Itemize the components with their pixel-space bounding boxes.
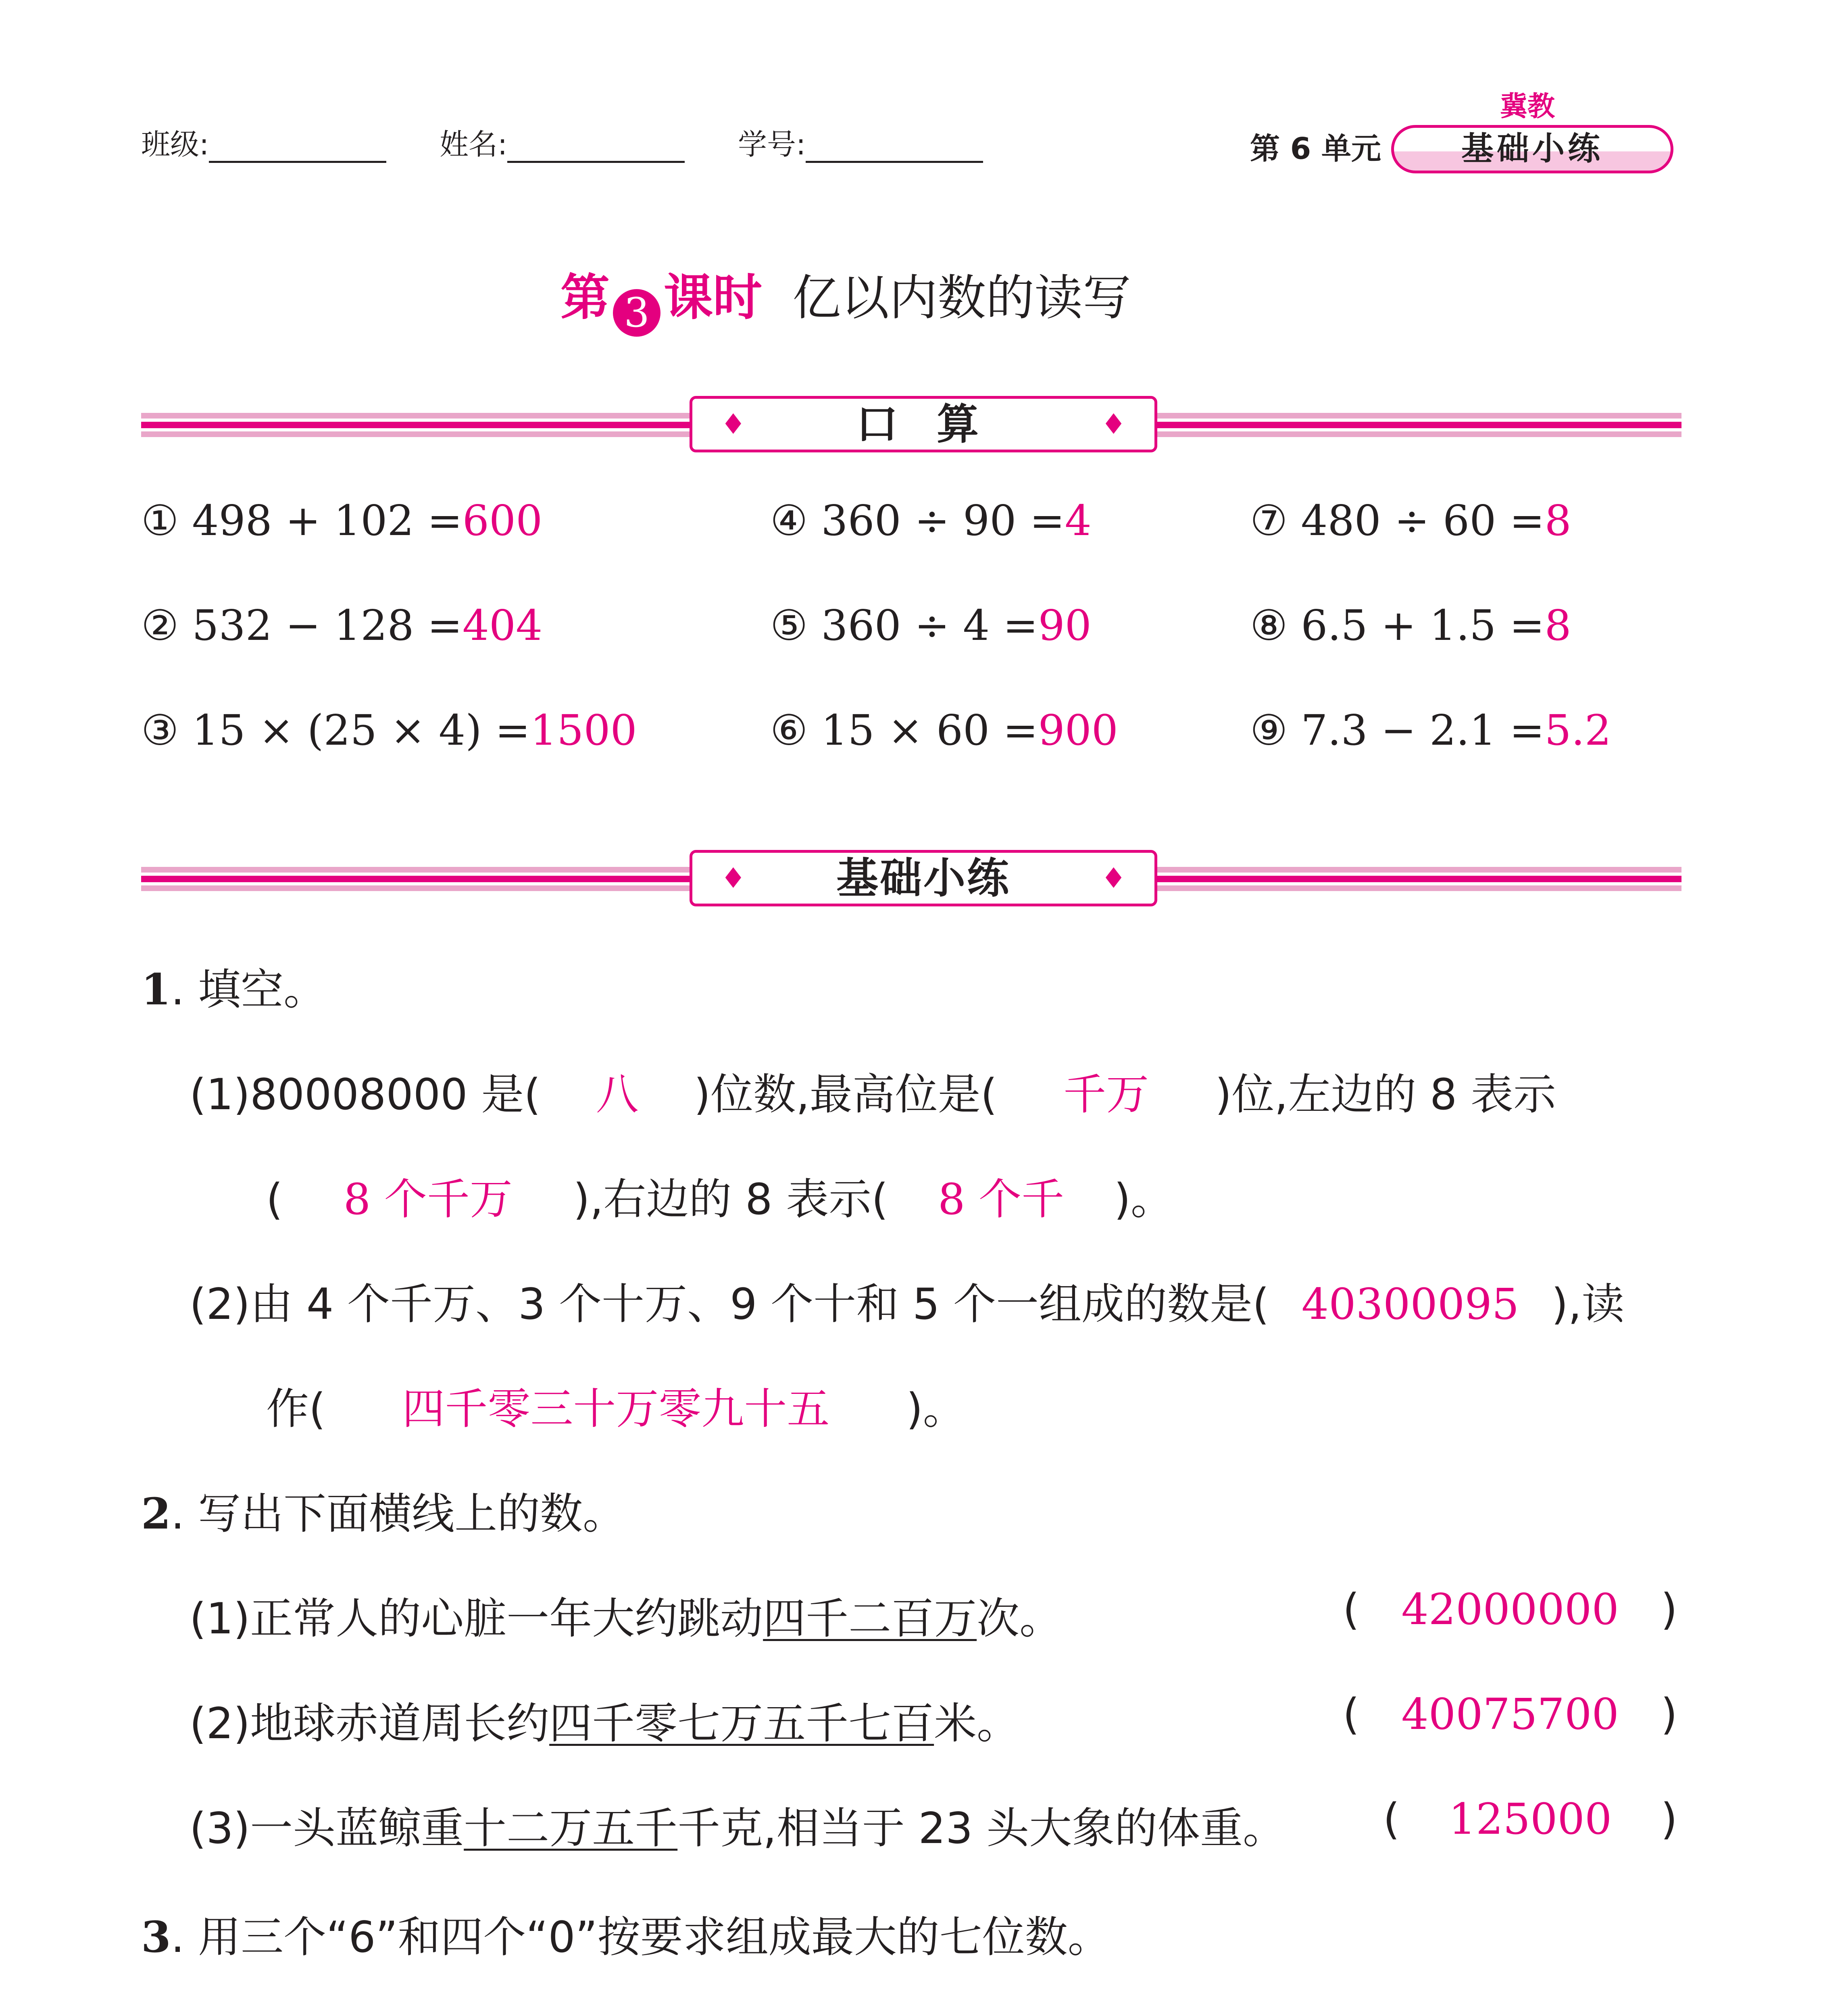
section-header-basic: ♦ 基础小练 ♦ xyxy=(141,867,1681,891)
section-header-mental: ♦ 口 算 ♦ xyxy=(141,413,1681,437)
answer-blank[interactable]: 8 个千 xyxy=(938,1175,1065,1224)
mental-arithmetic-item: ⑤ 360 ÷ 4 =90 xyxy=(770,601,1092,650)
question-2-answer: ( 40075700 ) xyxy=(1343,1689,1677,1739)
series-badge: 基础小练 xyxy=(1391,125,1673,173)
student-id-label: 学号: xyxy=(738,121,983,163)
lesson-number-icon: 3 xyxy=(613,289,660,337)
answer-blank[interactable]: 42000000 xyxy=(1401,1585,1619,1634)
mental-arithmetic-item: ④ 360 ÷ 90 =4 xyxy=(770,496,1092,545)
diamond-icon: ♦ xyxy=(721,862,746,895)
answer[interactable]: 90 xyxy=(1038,601,1092,650)
mental-arithmetic-item: ⑧ 6.5 + 1.5 =8 xyxy=(1250,601,1571,650)
question-2-answer: ( 125000 ) xyxy=(1383,1794,1677,1844)
question-3-title: 3. 用三个“6”和四个“0”按要求组成最大的七位数。 xyxy=(141,1912,1111,1962)
answer[interactable]: 404 xyxy=(462,601,543,650)
mental-arithmetic-item: ⑨ 7.3 − 2.1 =5.2 xyxy=(1250,706,1611,755)
answer-blank[interactable]: 125000 xyxy=(1448,1794,1612,1844)
answer[interactable]: 600 xyxy=(462,496,543,545)
diamond-icon: ♦ xyxy=(1101,408,1126,441)
answer-blank[interactable]: 40075700 xyxy=(1401,1689,1619,1739)
answer-blank[interactable]: 八 xyxy=(596,1070,639,1119)
question-2-title: 2. 写出下面横线上的数。 xyxy=(141,1488,626,1539)
unit-label: 第 6 单元 xyxy=(1250,131,1381,166)
mental-arithmetic-item: ⑦ 480 ÷ 60 =8 xyxy=(1250,496,1571,545)
mental-arithmetic-item: ② 532 − 128 =404 xyxy=(141,601,543,650)
mental-arithmetic-item: ③ 15 × (25 × 4) =1500 xyxy=(141,706,637,755)
mental-arithmetic-item: ⑥ 15 × 60 =900 xyxy=(770,706,1118,755)
question-1-part-1: (1)80008000 是( 八 )位数,最高位是( 千万 )位,左边的 8 表示 xyxy=(190,1060,1556,1122)
question-1-part-2-cont: 作( 四千零三十万零九十五 )。 xyxy=(266,1375,966,1436)
answer-blank[interactable]: 千万 xyxy=(1063,1070,1149,1119)
name-blank[interactable] xyxy=(507,133,685,163)
question-3-item xyxy=(190,2008,804,2016)
lesson-title: 第 3 课时 亿以内数的读写 xyxy=(560,269,1131,336)
answer[interactable]: 8 xyxy=(1544,496,1571,545)
publisher-label: 冀教 xyxy=(1500,91,1555,123)
answer[interactable]: 5.2 xyxy=(1544,706,1611,755)
student-id-blank[interactable] xyxy=(806,133,983,163)
question-1-part-1-cont: ( 8 个千万 ),右边的 8 表示( 8 个千 )。 xyxy=(266,1165,1173,1227)
diamond-icon: ♦ xyxy=(721,408,746,441)
question-2-item: (3)一头蓝鲸重十二万五千千克,相当于 23 头大象的体重。 xyxy=(190,1804,1286,1853)
name-label: 姓名: xyxy=(440,121,685,163)
answer[interactable]: 1500 xyxy=(530,706,637,755)
mental-arithmetic-item: ① 498 + 102 =600 xyxy=(141,496,543,545)
answer-blank[interactable]: 四千零三十万零九十五 xyxy=(402,1384,830,1434)
question-1-part-2: (2)由 4 个千万、3 个十万、9 个十和 5 个一组成的数是( 40300095 ),读 xyxy=(190,1279,1625,1329)
question-2-answer: ( 42000000 ) xyxy=(1343,1585,1677,1634)
answer[interactable]: 8 xyxy=(1544,601,1571,650)
answer-blank[interactable]: 40300095 xyxy=(1301,1279,1519,1329)
class-label: 班级: xyxy=(141,121,386,163)
class-blank[interactable] xyxy=(209,133,386,163)
answer-blank[interactable]: 8 个千万 xyxy=(343,1175,513,1224)
answer[interactable]: 4 xyxy=(1065,496,1092,545)
answer[interactable]: 900 xyxy=(1038,706,1118,755)
diamond-icon: ♦ xyxy=(1101,862,1126,895)
question-1-title: 1. 填空。 xyxy=(141,964,327,1014)
question-2-item: (1)正常人的心脏一年大约跳动四千二百万次。 xyxy=(190,1594,1063,1643)
page-title: 亿以内数的读写 xyxy=(792,270,1131,326)
question-2-item: (2)地球赤道周长约四千零七万五千七百米。 xyxy=(190,1699,1020,1748)
